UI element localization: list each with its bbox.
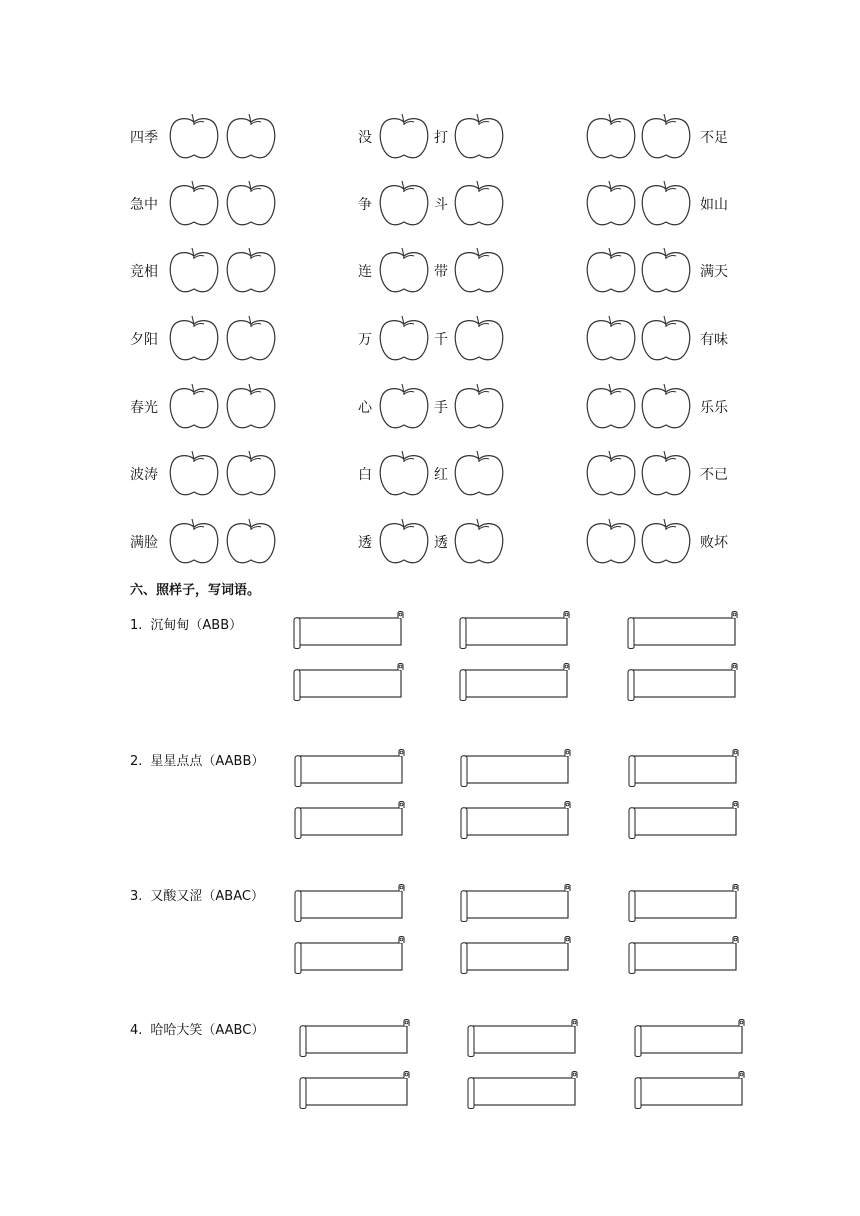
apple-icon — [168, 517, 220, 565]
section-six-title: 六、照样子，写词语。 — [130, 583, 261, 598]
scroll-icon — [459, 937, 573, 973]
apple-blank — [378, 179, 430, 227]
apple-icon — [225, 179, 277, 227]
middle-first-char: 白 — [358, 467, 372, 483]
apple-blank — [225, 246, 277, 294]
apple-blank — [225, 382, 277, 430]
scroll-icon — [293, 750, 407, 786]
apple-icon — [378, 449, 430, 497]
right-word: 有味 — [700, 332, 728, 348]
middle-first-char: 透 — [358, 535, 372, 551]
right-word: 不足 — [700, 130, 728, 146]
apple-icon — [640, 382, 692, 430]
left-word: 竞相 — [130, 264, 158, 280]
middle-second-char: 手 — [434, 400, 448, 416]
answer-scroll-box[interactable] — [459, 885, 573, 921]
apple-icon — [585, 517, 637, 565]
answer-scroll-box[interactable] — [459, 937, 573, 973]
answer-scroll-box[interactable] — [626, 612, 740, 648]
apple-blank — [640, 314, 692, 362]
apple-icon — [640, 246, 692, 294]
answer-scroll-box[interactable] — [292, 612, 406, 648]
scroll-icon — [466, 1072, 580, 1108]
apple-icon — [225, 517, 277, 565]
scroll-icon — [627, 750, 741, 786]
apple-blank — [453, 449, 505, 497]
apple-blank — [453, 314, 505, 362]
apple-blank — [378, 517, 430, 565]
left-word: 春光 — [130, 400, 158, 416]
middle-second-char: 透 — [434, 535, 448, 551]
apple-icon — [378, 382, 430, 430]
apple-blank — [225, 517, 277, 565]
middle-first-char: 万 — [358, 332, 372, 348]
example-number: 1. — [130, 618, 143, 633]
left-word: 满脸 — [130, 535, 158, 551]
apple-icon — [453, 449, 505, 497]
apple-icon — [585, 246, 637, 294]
right-word: 败坏 — [700, 535, 728, 551]
example-number: 4. — [130, 1023, 143, 1038]
apple-icon — [378, 314, 430, 362]
apple-icon — [585, 314, 637, 362]
middle-first-char: 没 — [358, 130, 372, 146]
apple-blank — [378, 246, 430, 294]
apple-icon — [453, 382, 505, 430]
answer-scroll-box[interactable] — [298, 1072, 412, 1108]
answer-scroll-box[interactable] — [627, 885, 741, 921]
right-word: 不已 — [700, 467, 728, 483]
scroll-icon — [459, 802, 573, 838]
apple-blank — [225, 314, 277, 362]
middle-second-char: 打 — [434, 130, 448, 146]
answer-scroll-box[interactable] — [293, 937, 407, 973]
answer-scroll-box[interactable] — [627, 802, 741, 838]
apple-icon — [453, 314, 505, 362]
apple-icon — [640, 112, 692, 160]
apple-blank — [168, 112, 220, 160]
apple-icon — [453, 179, 505, 227]
apple-icon — [585, 179, 637, 227]
scroll-icon — [633, 1020, 747, 1056]
apple-blank — [585, 449, 637, 497]
answer-scroll-box[interactable] — [459, 802, 573, 838]
answer-scroll-box[interactable] — [633, 1072, 747, 1108]
answer-scroll-box[interactable] — [292, 664, 406, 700]
apple-icon — [225, 382, 277, 430]
apple-icon — [640, 314, 692, 362]
scroll-icon — [627, 802, 741, 838]
apple-icon — [225, 246, 277, 294]
scroll-icon — [298, 1072, 412, 1108]
apple-blank — [585, 179, 637, 227]
left-word: 急中 — [130, 197, 158, 213]
apple-icon — [168, 314, 220, 362]
apple-blank — [378, 382, 430, 430]
apple-blank — [225, 449, 277, 497]
right-word: 如山 — [700, 197, 728, 213]
example-number: 2. — [130, 754, 143, 769]
apple-blank — [225, 179, 277, 227]
apple-blank — [453, 382, 505, 430]
apple-icon — [225, 314, 277, 362]
example-number: 3. — [130, 889, 143, 904]
left-word: 四季 — [130, 130, 158, 146]
scroll-icon — [626, 664, 740, 700]
apple-icon — [168, 449, 220, 497]
answer-scroll-box[interactable] — [466, 1072, 580, 1108]
answer-scroll-box[interactable] — [459, 750, 573, 786]
apple-blank — [585, 246, 637, 294]
right-word: 乐乐 — [700, 400, 728, 416]
answer-scroll-box[interactable] — [627, 937, 741, 973]
answer-scroll-box[interactable] — [458, 664, 572, 700]
left-word: 波涛 — [130, 467, 158, 483]
apple-blank — [585, 382, 637, 430]
middle-first-char: 争 — [358, 197, 372, 213]
apple-blank — [453, 179, 505, 227]
apple-icon — [168, 179, 220, 227]
apple-blank — [640, 382, 692, 430]
scroll-icon — [633, 1072, 747, 1108]
scroll-icon — [459, 885, 573, 921]
apple-blank — [453, 246, 505, 294]
apple-icon — [168, 112, 220, 160]
apple-blank — [585, 112, 637, 160]
apple-icon — [585, 382, 637, 430]
middle-second-char: 千 — [434, 332, 448, 348]
example-text: 星星点点（AABB） — [150, 754, 265, 769]
scroll-icon — [293, 885, 407, 921]
apple-icon — [225, 449, 277, 497]
apple-blank — [378, 314, 430, 362]
example-item — [130, 889, 264, 905]
apple-icon — [453, 112, 505, 160]
middle-first-char: 连 — [358, 264, 372, 280]
apple-blank — [168, 449, 220, 497]
apple-icon — [453, 246, 505, 294]
apple-icon — [640, 517, 692, 565]
apple-icon — [585, 449, 637, 497]
apple-blank — [168, 314, 220, 362]
answer-scroll-box[interactable] — [626, 664, 740, 700]
scroll-icon — [627, 937, 741, 973]
apple-blank — [453, 112, 505, 160]
apple-icon — [640, 179, 692, 227]
left-word: 夕阳 — [130, 332, 158, 348]
apple-blank — [640, 246, 692, 294]
apple-blank — [640, 449, 692, 497]
apple-icon — [168, 382, 220, 430]
answer-scroll-box[interactable] — [298, 1020, 412, 1056]
example-item — [130, 1023, 264, 1039]
scroll-icon — [292, 664, 406, 700]
apple-icon — [453, 517, 505, 565]
apple-icon — [378, 517, 430, 565]
middle-first-char: 心 — [358, 400, 372, 416]
apple-icon — [168, 246, 220, 294]
apple-blank — [640, 112, 692, 160]
example-item — [130, 618, 242, 634]
apple-blank — [453, 517, 505, 565]
scroll-icon — [298, 1020, 412, 1056]
apple-blank — [640, 517, 692, 565]
apple-blank — [585, 314, 637, 362]
apple-blank — [640, 179, 692, 227]
apple-blank — [168, 246, 220, 294]
answer-scroll-box[interactable] — [458, 612, 572, 648]
example-text: 又酸又涩（ABAC） — [150, 889, 264, 904]
apple-icon — [378, 246, 430, 294]
apple-blank — [378, 449, 430, 497]
middle-second-char: 斗 — [434, 197, 448, 213]
apple-blank — [225, 112, 277, 160]
answer-scroll-box[interactable] — [466, 1020, 580, 1056]
example-text: 沉甸甸（ABB） — [150, 618, 243, 633]
apple-icon — [585, 112, 637, 160]
example-text: 哈哈大笑（AABC） — [150, 1023, 265, 1038]
right-word: 满天 — [700, 264, 728, 280]
middle-second-char: 带 — [434, 264, 448, 280]
apple-blank — [378, 112, 430, 160]
example-item — [130, 754, 264, 770]
apple-icon — [225, 112, 277, 160]
answer-scroll-box[interactable] — [293, 802, 407, 838]
answer-scroll-box[interactable] — [293, 885, 407, 921]
scroll-icon — [293, 937, 407, 973]
apple-blank — [585, 517, 637, 565]
scroll-icon — [292, 612, 406, 648]
answer-scroll-box[interactable] — [293, 750, 407, 786]
scroll-icon — [466, 1020, 580, 1056]
apple-icon — [640, 449, 692, 497]
scroll-icon — [293, 802, 407, 838]
apple-icon — [378, 179, 430, 227]
scroll-icon — [627, 885, 741, 921]
scroll-icon — [458, 612, 572, 648]
scroll-icon — [458, 664, 572, 700]
apple-blank — [168, 382, 220, 430]
scroll-icon — [459, 750, 573, 786]
answer-scroll-box[interactable] — [633, 1020, 747, 1056]
answer-scroll-box[interactable] — [627, 750, 741, 786]
middle-second-char: 红 — [434, 467, 448, 483]
scroll-icon — [626, 612, 740, 648]
apple-blank — [168, 179, 220, 227]
apple-blank — [168, 517, 220, 565]
apple-icon — [378, 112, 430, 160]
